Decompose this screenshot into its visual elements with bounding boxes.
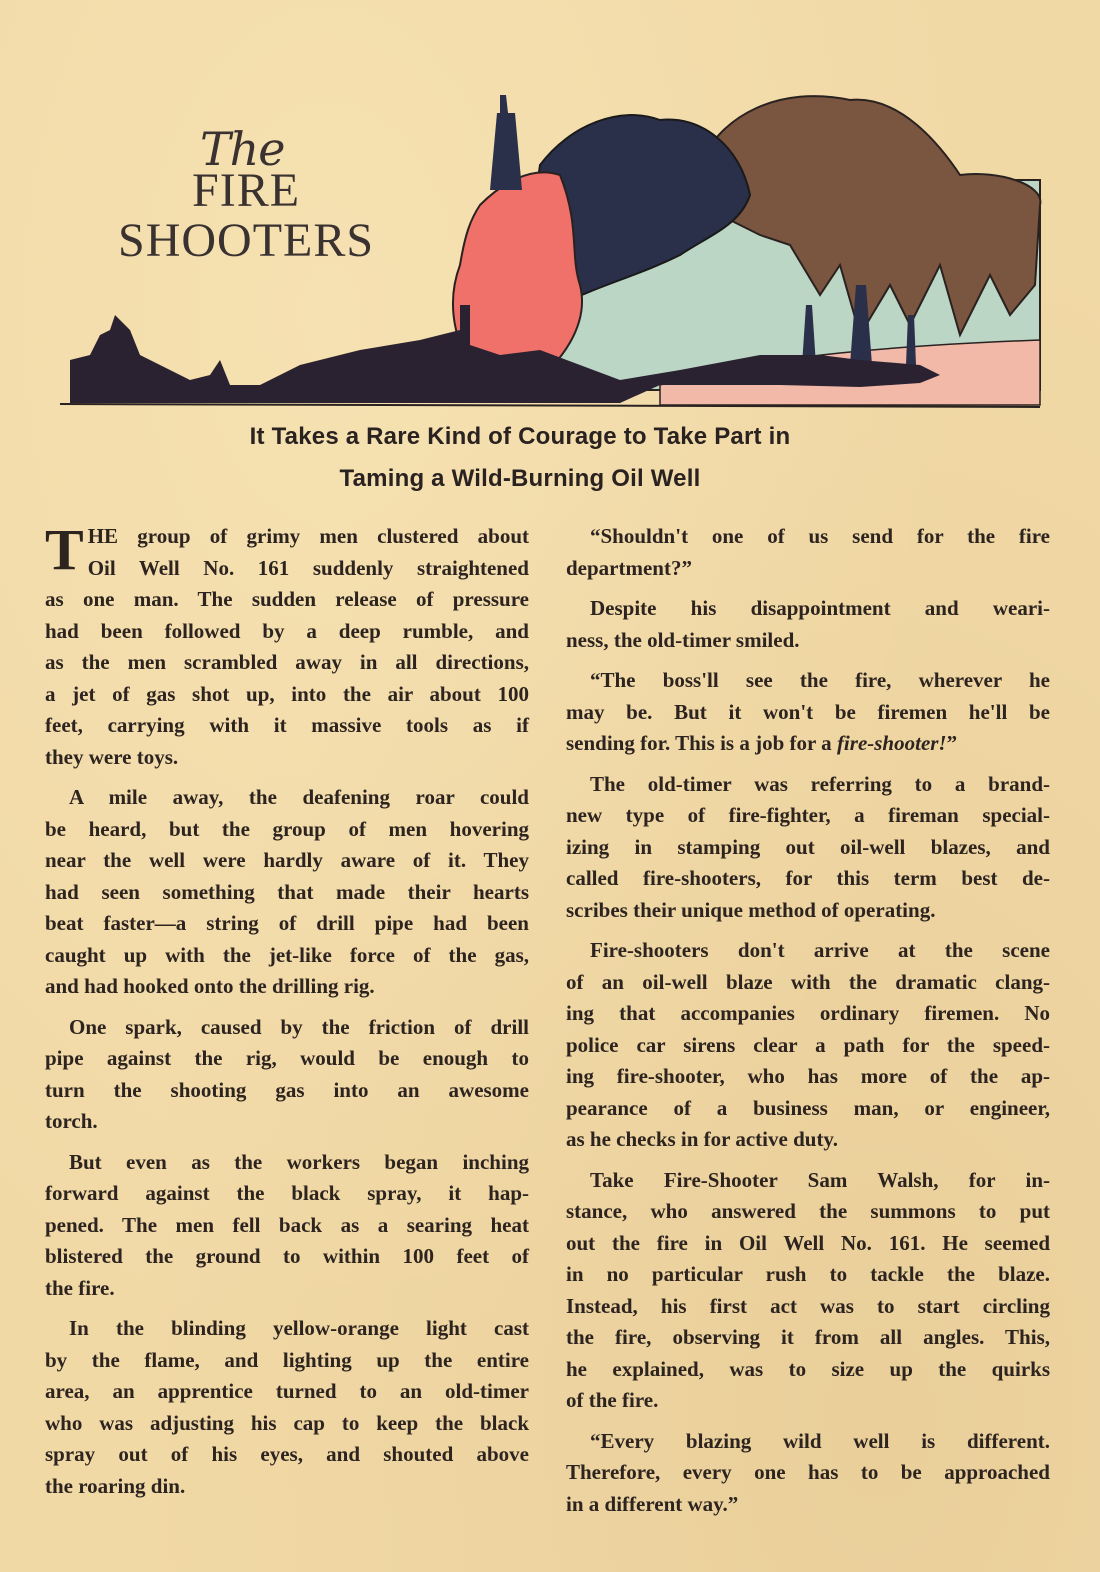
- text-line: Fire-shooters don't arrive at the scene: [590, 938, 1050, 962]
- text-line: turn the shooting gas into an awesome: [45, 1077, 529, 1102]
- text-line: pened. The men fell back as a searing heat: [45, 1212, 529, 1237]
- text-segment: ”: [946, 731, 958, 755]
- text-line: ing fire-shooter, who has more of the ap-: [566, 1064, 1050, 1088]
- text-line: pipe against the rig, would be enough to: [45, 1046, 529, 1070]
- text-line: the fire, observing it from all angles. This,: [566, 1325, 1050, 1349]
- text-line: a jet of gas shot up, into the air about 100: [45, 681, 529, 706]
- title-line-1: FIRE: [192, 164, 301, 217]
- text-line: Despite his disappointment and weari-: [590, 596, 1050, 620]
- text-line: pearance of a business man, or engineer,: [566, 1095, 1050, 1120]
- text-line: by the flame, and lighting up the entire: [45, 1347, 529, 1372]
- paragraph: [566, 665, 1050, 760]
- paragraph: [566, 593, 1050, 656]
- text-line: Take Fire-Shooter Sam Walsh, for in-: [590, 1167, 1050, 1192]
- text-line: as one man. The sudden release of pressure: [45, 587, 529, 611]
- text-line: torch.: [45, 1109, 98, 1133]
- page-title: [118, 166, 374, 266]
- text-line: A mile away, the deafening roar could: [69, 785, 529, 809]
- text-line: ing that accompanies ordinary firemen. No: [566, 1001, 1050, 1025]
- text-line: But even as the workers began inching: [69, 1149, 529, 1174]
- italic-text: fire-shooter!: [836, 731, 947, 755]
- text-line: HE group of grimy men clustered about: [87, 524, 529, 548]
- text-line: In the blinding yellow-orange light cast: [69, 1316, 529, 1340]
- text-line: department?”: [566, 555, 692, 580]
- paragraph: [45, 1012, 529, 1138]
- text-line: he explained, was to size up the quirks: [566, 1356, 1050, 1381]
- text-line: of the fire.: [566, 1388, 659, 1412]
- text-line: they were toys.: [45, 744, 179, 769]
- text-line: out the fire in Oil Well No. 161. He seemed: [566, 1230, 1050, 1255]
- text-line: as the men scrambled away in all directions,: [45, 650, 529, 674]
- text-line: in a different way.”: [566, 1491, 739, 1516]
- text-line: The old-timer was referring to a brand-: [590, 771, 1050, 796]
- paragraph: [566, 521, 1050, 584]
- text-line: may be. But it won't be firemen he'll be: [566, 699, 1050, 724]
- paragraph: [45, 1147, 529, 1305]
- paragraph: [45, 517, 529, 773]
- text-line: “Every blazing wild well is different.: [590, 1428, 1050, 1453]
- text-line: Instead, his first act was to start circling: [566, 1293, 1050, 1318]
- text-line: Oil Well No. 161 suddenly straightened: [87, 555, 529, 580]
- text-line: area, an apprentice turned to an old-timer: [45, 1379, 529, 1403]
- text-line: forward against the black spray, it hap-: [45, 1181, 529, 1205]
- text-line: [566, 728, 1050, 760]
- burning-derrick: [490, 95, 522, 190]
- text-line: “The boss'll see the fire, wherever he: [590, 668, 1050, 692]
- text-segment: sending for. This is a job for a: [566, 731, 837, 755]
- text-line: near the well were hardly aware of it. They: [45, 848, 529, 872]
- paragraph: [566, 1165, 1050, 1417]
- text-line: as he checks in for active duty.: [566, 1127, 839, 1151]
- text-line: scribes their unique method of operating.: [566, 897, 936, 922]
- title-the: The: [200, 122, 285, 176]
- paragraph: [566, 935, 1050, 1156]
- right-column: [566, 521, 1050, 1520]
- text-line: in no particular rush to tackle the blaze.: [566, 1262, 1050, 1286]
- text-line: new type of fire-fighter, a fireman special-: [566, 803, 1050, 827]
- text-line: police car sirens clear a path for the speed-: [566, 1032, 1050, 1057]
- text-line: blistered the ground to within 100 feet of: [45, 1244, 529, 1268]
- paragraph: [45, 1313, 529, 1502]
- paragraph: [566, 1426, 1050, 1521]
- text-line: Therefore, every one has to be approached: [566, 1460, 1050, 1484]
- text-line: had been followed by a deep rumble, and: [45, 618, 529, 643]
- text-line: One spark, caused by the friction of drill: [69, 1014, 529, 1039]
- text-line: had seen something that made their hearts: [45, 879, 529, 904]
- headline-line-1: It Takes a Rare Kind of Courage to Take Part in: [249, 423, 791, 450]
- text-line: izing in stamping out oil-well blazes, and: [566, 834, 1050, 859]
- text-line: the fire.: [45, 1275, 115, 1300]
- text-line: the roaring din.: [45, 1473, 186, 1498]
- paragraph: [566, 769, 1050, 927]
- text-line: and had hooked onto the drilling rig.: [45, 974, 375, 998]
- text-line: caught up with the jet-like force of the gas,: [45, 942, 529, 967]
- text-line: spray out of his eyes, and shouted above: [45, 1442, 529, 1466]
- left-column: [45, 517, 529, 1502]
- drop-cap: T: [45, 517, 84, 582]
- text-line: called fire-shooters, for this term best de-: [566, 866, 1050, 890]
- text-line: beat faster—a string of drill pipe had been: [45, 911, 529, 935]
- text-line: stance, who answered the summons to put: [566, 1199, 1050, 1223]
- headline-line-2: Taming a Wild-Burning Oil Well: [339, 465, 701, 492]
- title-line-2: SHOOTERS: [118, 214, 375, 267]
- text-line: “Shouldn't one of us send for the fire: [590, 524, 1050, 548]
- text-line: who was adjusting his cap to keep the black: [45, 1410, 529, 1435]
- paragraph: [45, 782, 529, 1003]
- text-line: be heard, but the group of men hovering: [45, 816, 529, 841]
- text-line: of an oil-well blaze with the dramatic clang-: [566, 969, 1050, 994]
- text-line: feet, carrying with it massive tools as if: [45, 713, 529, 737]
- text-line: ness, the old-timer smiled.: [566, 627, 800, 652]
